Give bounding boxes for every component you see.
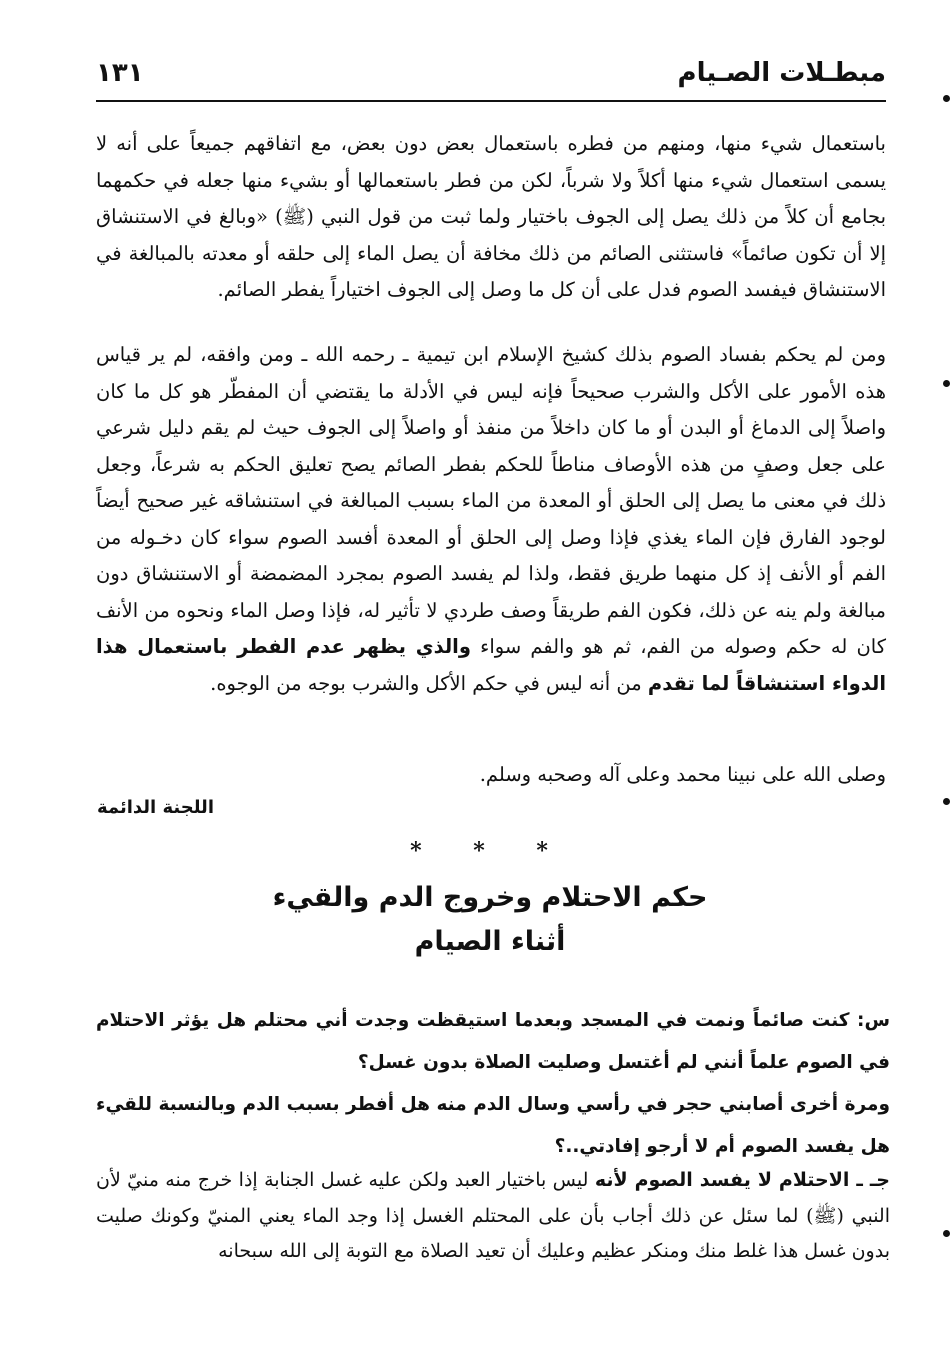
fatwa-opposing-view xyxy=(96,337,886,702)
margin-dot xyxy=(943,1230,950,1237)
question-part-1: س: كنت صائماً ونمت في المسجد وبعدما استيقظت وجدت أني محتلم هل يؤثر الاحتلام في الصوم علماً أنني لم أغتسل وصليت الصلاة بدون غسل؟ xyxy=(96,1010,890,1073)
margin-dot xyxy=(943,95,950,102)
page-header xyxy=(96,52,886,102)
question-block xyxy=(96,1000,890,1168)
margin-dot xyxy=(943,380,950,387)
closing-text: وصلى الله على نبينا محمد وعلى آله وصحبه وسلم. xyxy=(479,763,886,786)
section-title-line-1: حكم الاحتلام وخروج الدم والقيء xyxy=(272,882,708,913)
page-number: ١٣١ xyxy=(96,58,144,88)
closing-blessing xyxy=(96,757,886,794)
answer-block xyxy=(96,1163,890,1270)
fatwa-continuation xyxy=(96,126,886,309)
question-part-2: ومرة أخرى أصابني حجر في رأسي وسال الدم منه هل أفطر بسبب الدم وبالنسبة للقيء هل يفسد الصوم أم لا أرجو إفادتي..؟ xyxy=(96,1094,890,1157)
answer-lead: جـ ـ الاحتلام لا يفسد الصوم لأنه xyxy=(594,1169,891,1191)
section-title xyxy=(0,876,950,964)
paragraph-1: باستعمال شيء منها، ومنهم من فطره باستعمال بعض دون بعض، مع اتفاقهم جميعاً على أنه لا يسمى استعمال شيء منها أكلاً ولا شرباً، لكن من فطر باستعمالها أو بشيء منها جعله في حكمهما بجامع أن كلاً من ذلك يصل إلى الجوف باختيار ولما ثبت من قول النبي (ﷺ) «وبالغ في الاستنشاق إلا أن تكون صائماً» فاستثنى الصائم من ذلك مخافة أن يصل الماء إلى حلقه أو معدته بالمبالغة في الاستنشاق فيفسد الصوم فدل على أن كل ما وصل إلى الجوف اختياراً يفطر الصائم. xyxy=(96,132,886,301)
paragraph-2-tail: من أنه ليس في حكم الأكل والشرب بوجه من الوجوه. xyxy=(210,671,642,695)
answer-body: ليس باختيار العبد ولكن عليه غسل الجنابة إذا خرج منه منيّ لأن النبي (ﷺ) لما سئل عن ذلك أجاب بأن على المحتلم الغسل إذا وجد الماء يعني المنيّ وكونك صليت بدون غسل هذا غلط منك ومنكر عظيم وعليك أن تعيد الصلاة مع التوبة إلى الله سبحانه xyxy=(96,1169,890,1262)
section-title-line-2: أثناء الصيام xyxy=(414,926,566,957)
margin-dot xyxy=(943,798,950,805)
signature: اللجنة الدائمة xyxy=(96,797,214,818)
paragraph-2 xyxy=(96,337,886,702)
paragraph-2-text: ومن لم يحكم بفساد الصوم بذلك كشيخ الإسلام ابن تيمية ـ رحمه الله ـ ومن وافقه، لم ير قياس هذه الأمور على الأكل والشرب صحيحاً فإنه ليس في الأدلة ما يقتضي أن المفطّر هو كل ما كان واصلاً إلى الدماغ أو البدن أو ما كان داخلاً من منفذ أو واصلاً إلى الجوف حيث لم يقم دليل شرعي على جعل وصفٍ من هذه الأوصاف مناطاً للحكم بفطر الصائم يصح تعليق الحكم به شرعاً، وجعل ذلك في معنى ما يصل إلى الحلق أو المعدة من الماء بسبب المبالغة في استنشاقه غير صحيح أيضاً لوجود الفارق فإن الماء يغذي فإذا وصل إلى الحلق أو المعدة أفسد الصوم سواء كان دخـوله من الفم أو الأنف إذ كل منهما طريق فقط، ولذا لم يفسد الصوم بمجرد المضمضة أو الاستنشاق دون مبالغة ولم ينه عن ذلك، فكون الفم طريقاً وصف طردي لا تأثير له، فإذا وصل الماء ونحوه من الأنف كان له حكم وصوله من الفم، ثم هو والفم سواء xyxy=(96,343,887,658)
answer-text xyxy=(96,1163,890,1270)
separator-stars: * * * xyxy=(410,838,570,864)
running-title: مبطـلات الصـيام xyxy=(677,58,886,88)
paragraph-2-ruling: والذي يظهر عدم الفطر باستعمال هذا الدواء استنشاقاً لما تقدم xyxy=(96,635,886,695)
